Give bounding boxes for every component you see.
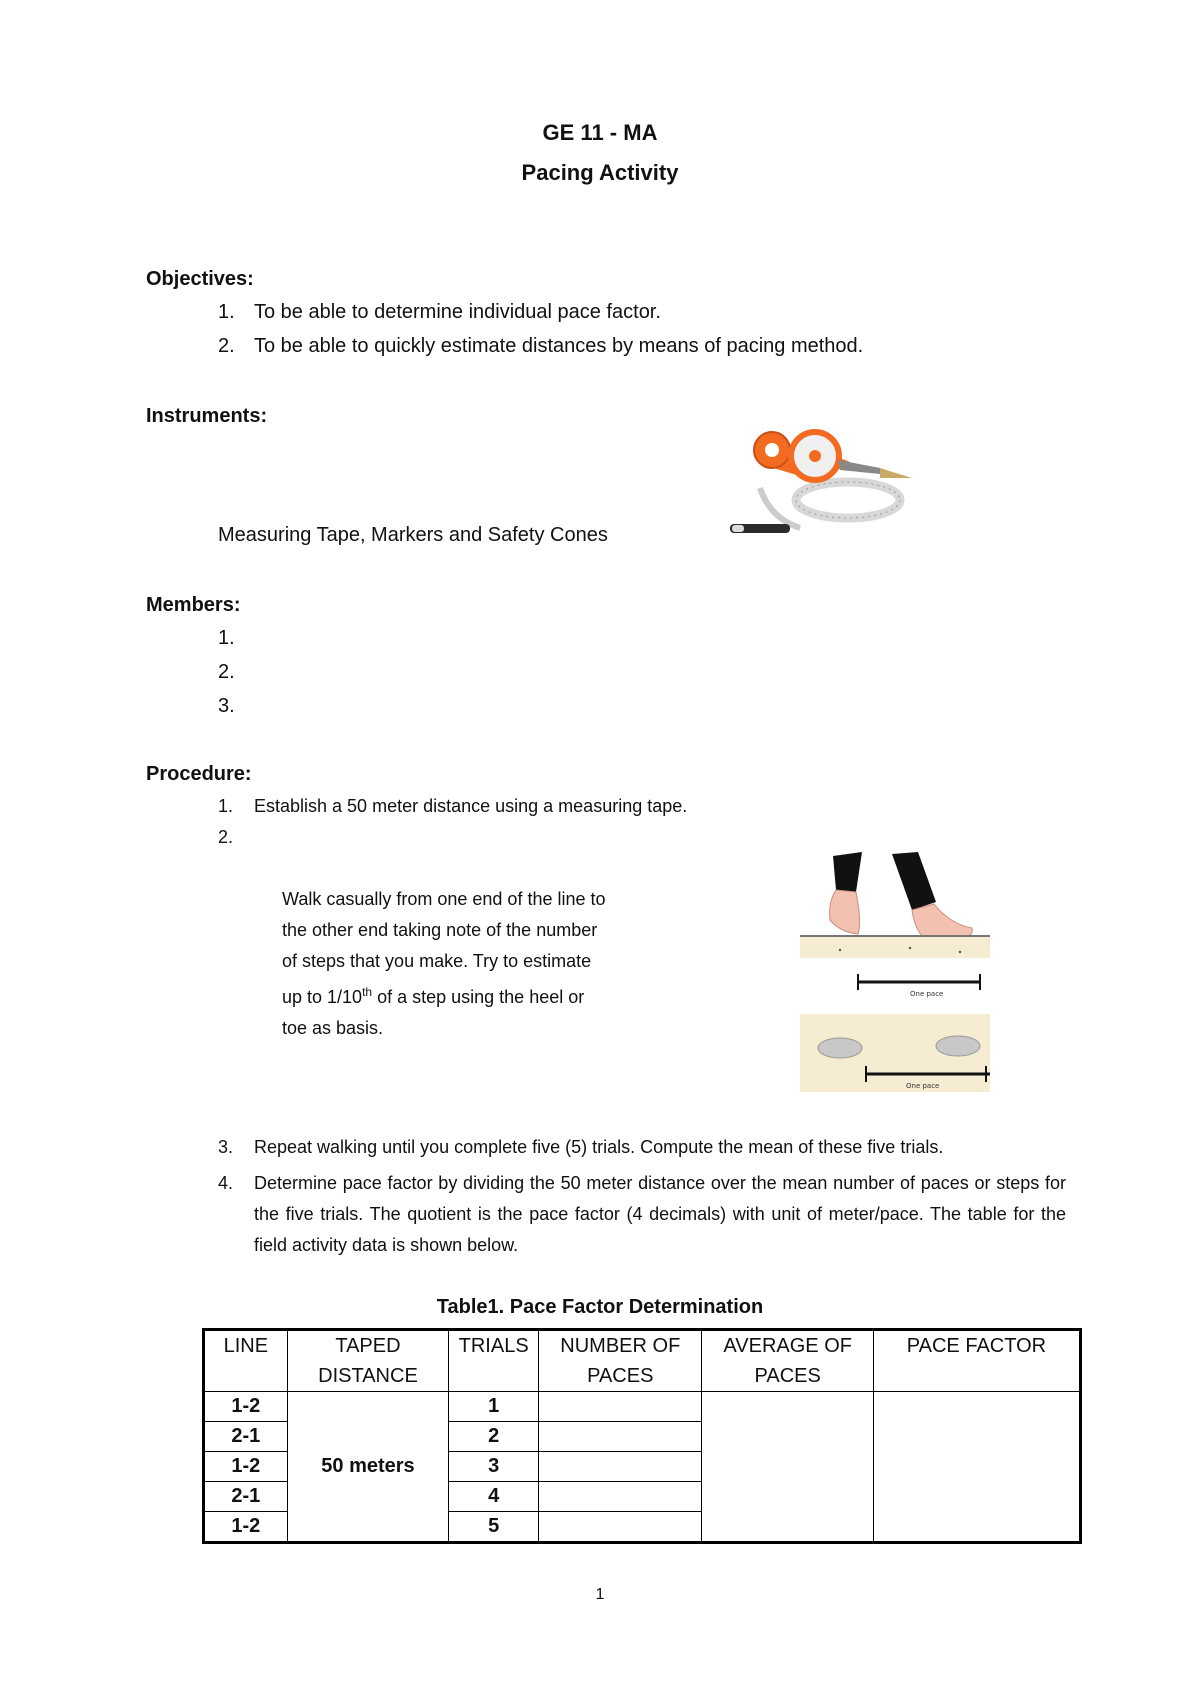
line-cell: 1-2 (204, 1512, 288, 1543)
header-line: LINE (204, 1330, 288, 1392)
course-title: GE 11 - MA (542, 120, 658, 145)
line-cell: 1-2 (204, 1452, 288, 1482)
header-taped-distance: TAPED DISTANCE (287, 1330, 449, 1392)
pace-factor-cell[interactable] (873, 1392, 1080, 1543)
table-row (204, 1392, 1081, 1422)
instruments-text: Measuring Tape, Markers and Safety Cones (218, 524, 608, 546)
activity-title: Pacing Activity (521, 160, 679, 185)
members-heading: Members: (146, 594, 241, 616)
header-pace-factor: PACE FACTOR (873, 1330, 1080, 1392)
number-of-paces-cell[interactable] (539, 1482, 702, 1512)
step2-line: Walk casually from one end of the line to (282, 889, 606, 909)
page-number: 1 (595, 1586, 605, 1603)
pace-factor-table (202, 1328, 1082, 1544)
header-trials: TRIALS (449, 1330, 539, 1392)
measuring-tape-image (730, 428, 920, 548)
number-of-paces-cell[interactable] (539, 1512, 702, 1543)
objective-text: To be able to determine individual pace factor. (254, 301, 661, 323)
table-caption: Table1. Pace Factor Determination (436, 1296, 764, 1318)
pacing-illustration (800, 852, 990, 1092)
objective-item: 2. To be able to quickly estimate distances by means of pacing method. (218, 335, 864, 357)
table-header-row (204, 1330, 1081, 1392)
average-of-paces-cell[interactable] (702, 1392, 873, 1543)
instruments-heading: Instruments: (146, 405, 268, 427)
number-of-paces-cell[interactable] (539, 1422, 702, 1452)
taped-distance-cell: 50 meters (287, 1392, 449, 1543)
header-average-of-paces: AVERAGE OF PACES (702, 1330, 873, 1392)
pace-label: One pace (906, 1082, 940, 1090)
procedure-step-number: 2. (218, 827, 234, 847)
line-cell: 1-2 (204, 1392, 288, 1422)
member-line: 3. (218, 695, 235, 717)
step2-line: of steps that you make. Try to estimate (282, 951, 592, 971)
step2-line: the other end taking note of the number (282, 920, 598, 940)
trial-cell: 3 (449, 1452, 539, 1482)
procedure-step: 1. Establish a 50 meter distance using a measuring tape. (218, 796, 688, 816)
line-cell: 2-1 (204, 1422, 288, 1452)
member-line: 2. (218, 661, 235, 683)
step2-line: up to 1/10th of a step using the heel or (282, 985, 585, 1007)
member-line: 1. (218, 627, 235, 649)
trial-cell: 2 (449, 1422, 539, 1452)
pace-label: One pace (910, 990, 944, 998)
number-of-paces-cell[interactable] (539, 1392, 702, 1422)
step2-line: toe as basis. (282, 1018, 384, 1038)
procedure-step-text: Repeat walking until you complete five (5) trials. Compute the mean of these five trials. (254, 1137, 944, 1157)
objective-item: 1. To be able to determine individual pace factor. (218, 301, 661, 323)
procedure-step: 3. Repeat walking until you complete five (5) trials. Compute the mean of these five trials. (218, 1137, 944, 1157)
objective-text: To be able to quickly estimate distances by means of pacing method. (254, 335, 864, 357)
procedure-step: 4. Determine pace factor by dividing the 50 meter distance over the mean number of paces or steps for the five trials. The quotient is the pace factor (4 decimals) with unit of meter/pace. The table for the field activity data is shown below. (218, 1168, 1066, 1261)
header-number-of-paces: NUMBER OF PACES (539, 1330, 702, 1392)
procedure-step-2-text (282, 884, 652, 1044)
trial-cell: 5 (449, 1512, 539, 1543)
procedure-heading: Procedure: (146, 763, 252, 785)
objectives-heading: Objectives: (146, 268, 254, 290)
number-of-paces-cell[interactable] (539, 1452, 702, 1482)
procedure-step-text: Establish a 50 meter distance using a measuring tape. (254, 796, 688, 816)
trial-cell: 4 (449, 1482, 539, 1512)
procedure-step-text: Determine pace factor by dividing the 50 meter distance over the mean number of paces or steps for the five trials. The quotient is the pace factor (4 decimals) with unit of meter/pace. The table for the field activity data is shown below. (254, 1173, 1066, 1255)
trial-cell: 1 (449, 1392, 539, 1422)
line-cell: 2-1 (204, 1482, 288, 1512)
